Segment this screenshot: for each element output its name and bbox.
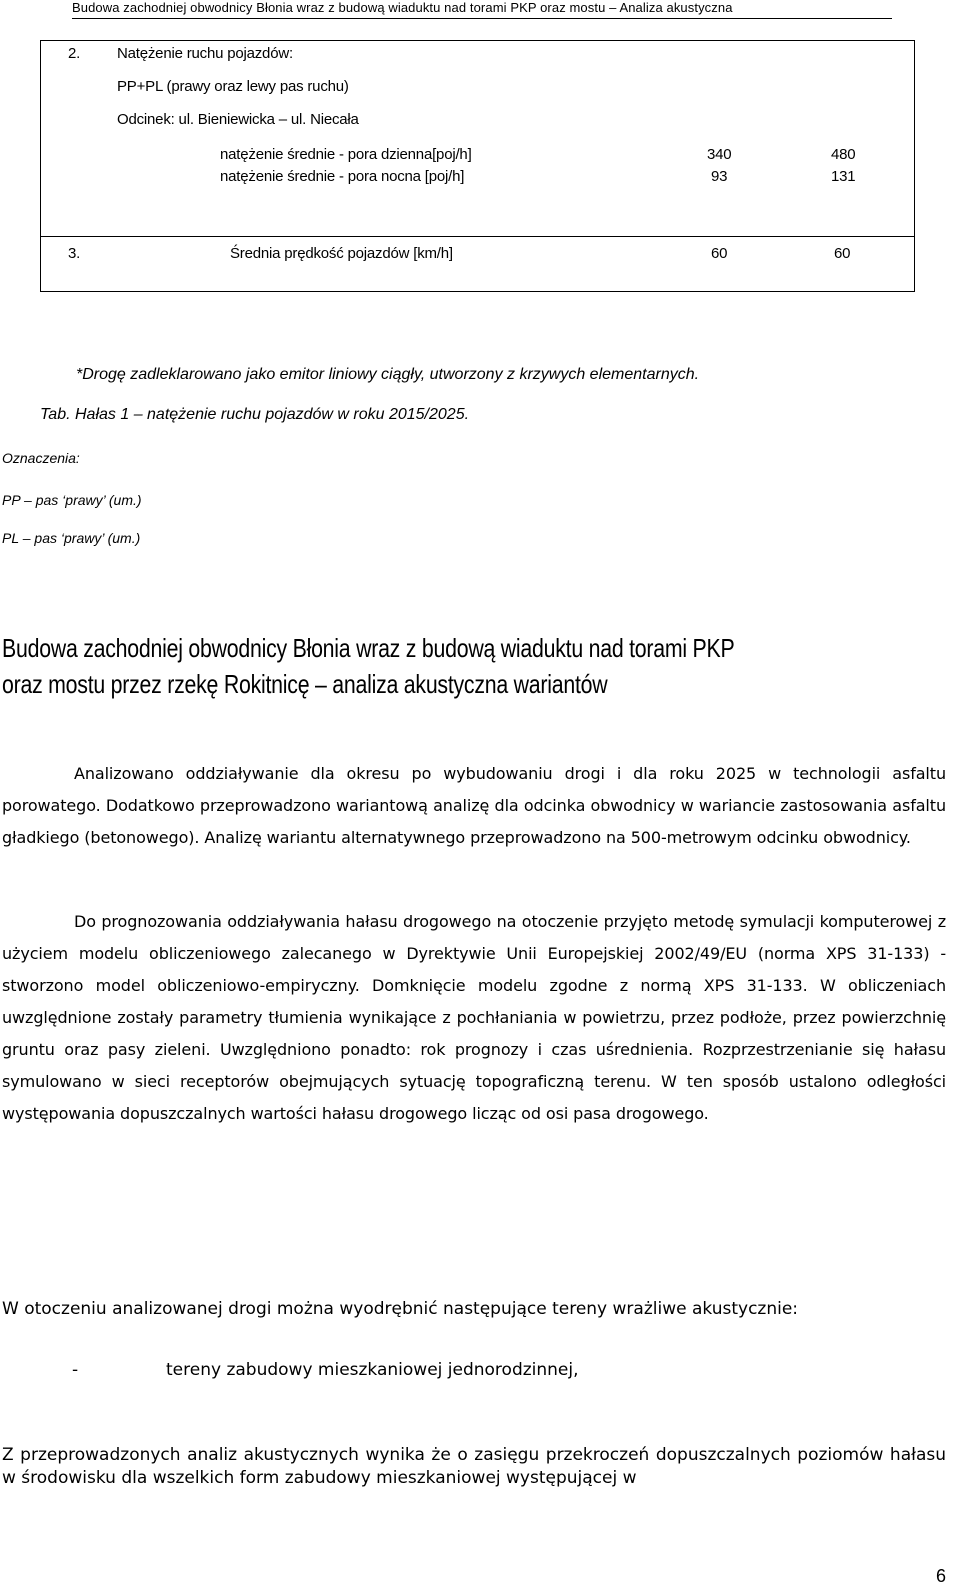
- traffic-table: [40, 40, 915, 292]
- section-title: [2, 630, 781, 702]
- running-header: Budowa zachodniej obwodnicy Błonia wraz z budową wiaduktu nad torami PKP oraz mostu – Analiza akustyczna: [72, 0, 892, 19]
- table-caption: Tab. Hałas 1 – natężenie ruchu pojazdów w roku 2015/2025.: [40, 406, 470, 423]
- paragraph-text: Analizowano oddziaływanie dla okresu po wybudowaniu drogi i dla roku 2025 w technologii asfaltu porowatego. Dodatkowo przeprowadzono wariantową analizę dla odcinka obwodnicy w wariancie zastosowania asfaltu gładkiego (betonowego). Analizę wariantu alternatywnego przeprowadzono na 500-metrowym odcinku obwodnicy.: [2, 764, 946, 847]
- day-intensity-label: natężenie średnie - pora dzienna[poj/h]: [220, 146, 472, 163]
- segment-label: Odcinek: ul. Bieniewicka – ul. Niecała: [117, 111, 359, 128]
- paragraph: [2, 1444, 946, 1490]
- paragraph-text: Do prognozowania oddziaływania hałasu drogowego na otoczenie przyjęto metodę symulacji komputerowej z użyciem modelu obliczeniowego zalecanego w Dyrektywie Unii Europejskiej 2002/49/EU (norma XPS 31-133) - stworzono model obliczeniowo-empiryczny. Domknięcie modelu zgodne z normą XPS 31-133. W obliczeniach uwzględnione zostały parametry tłumienia wynikające z pochłaniania w powietrzu, przez podłoże, przez powierzchnię gruntu oraz pasy zieleni. Uwzględniono ponadto: rok prognozy i czas uśrednienia. Rozprzestrzenianie się hałasu symulowano w sieci receptorów obejmujących sytuację topograficzną terenu. W ten sposób ustalono odległości występowania dopuszczalnych wartości hałasu drogowego licząc od osi pasa drogowego.: [2, 912, 946, 1123]
- section-title-line: oraz mostu przez rzekę Rokitnicę – analiza akustyczna wariantów: [2, 669, 608, 699]
- speed-label: Średnia prędkość pojazdów [km/h]: [230, 245, 453, 262]
- night-intensity-label: natężenie średnie - pora nocna [poj/h]: [220, 168, 465, 185]
- legend-title: Oznaczenia:: [2, 450, 80, 466]
- row-number: 2.: [68, 45, 81, 62]
- paragraph-text: Z przeprowadzonych analiz akustycznych wynika że o zasięgu przekroczeń dopuszczalnych poziomów hałasu w środowisku dla wszelkich form zabudowy mieszkaniowej występującej w: [2, 1445, 946, 1488]
- legend-pl: PL – pas ‘prawy’ (um.): [2, 530, 141, 546]
- paragraph: [2, 1298, 946, 1321]
- day-value-2015: 340: [707, 146, 732, 163]
- paragraph-text: W otoczeniu analizowanej drogi można wyodrębnić następujące tereny wrażliwe akustycznie:: [2, 1299, 799, 1319]
- paragraph: [2, 758, 946, 854]
- list-item-text: tereny zabudowy mieszkaniowej jednorodzinnej,: [166, 1360, 579, 1380]
- night-value-2025: 131: [831, 168, 856, 185]
- speed-value-2015: 60: [711, 245, 728, 262]
- day-value-2025: 480: [831, 146, 856, 163]
- section-title-line: Budowa zachodniej obwodnicy Błonia wraz z budową wiaduktu nad torami PKP: [2, 633, 735, 663]
- table-footnote: *Drogę zadleklarowano jako emitor liniowy ciągły, utworzony z krzywych elementarnych.: [76, 366, 700, 383]
- row-divider: [41, 236, 914, 237]
- row-title: Natężenie ruchu pojazdów:: [117, 45, 293, 62]
- list-bullet: -: [72, 1360, 79, 1380]
- legend-pp: PP – pas ‘prawy’ (um.): [2, 492, 142, 508]
- paragraph: [2, 906, 946, 1130]
- list-item: [72, 1360, 579, 1380]
- page-number: 6: [935, 1566, 946, 1586]
- row-number: 3.: [68, 245, 81, 262]
- speed-value-2025: 60: [834, 245, 851, 262]
- row-subtitle: PP+PL (prawy oraz lewy pas ruchu): [117, 78, 349, 95]
- night-value-2015: 93: [711, 168, 728, 185]
